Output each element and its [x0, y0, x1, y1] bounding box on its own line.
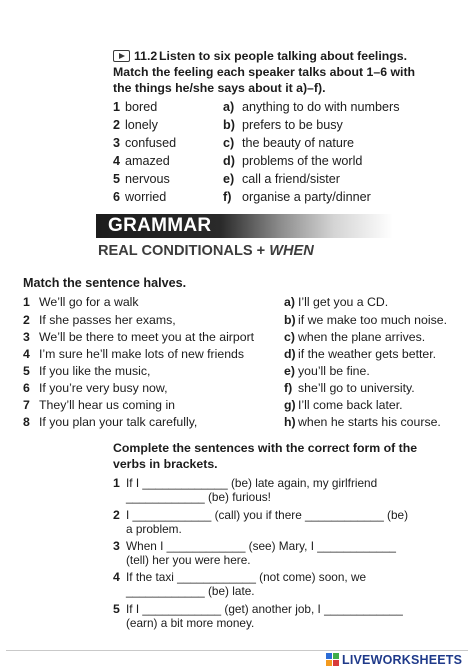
- exercise-item-text-continued: (earn) a bit more money.: [126, 616, 255, 630]
- sentence-first-half: If you’re very busy now,: [39, 381, 168, 395]
- sentence-ending-letter: c): [284, 330, 295, 344]
- sentence-number: 8: [23, 415, 30, 429]
- audio-play-icon[interactable]: [113, 50, 130, 62]
- sentence-first-half: If she passes her exams,: [39, 313, 176, 327]
- exercise-item-text: If the taxi ____________ (not come) soon, we: [126, 570, 367, 584]
- feeling-option-letter: a): [223, 100, 235, 114]
- feeling-option-letter: c): [223, 136, 235, 150]
- grammar-subheading-main: REAL CONDITIONALS +: [98, 243, 270, 259]
- exercise-item-text: When I ____________ (see) Mary, I ____________: [126, 539, 396, 553]
- feeling-option-text: prefers to be busy: [242, 118, 343, 132]
- sentence-number: 3: [23, 330, 30, 344]
- exercise-item-number: 3: [113, 539, 120, 553]
- sentence-number: 6: [23, 381, 30, 395]
- sentence-first-half: They’ll hear us coming in: [39, 398, 176, 412]
- liveworksheets-brand[interactable]: LIVEWORKSHEETS: [342, 653, 463, 667]
- exercise-item-text-continued: a problem.: [126, 522, 182, 536]
- logo-square-red: [333, 660, 339, 666]
- feeling-word: nervous: [125, 172, 170, 186]
- sentence-second-half: when the plane arrives.: [298, 330, 426, 344]
- listening-instruction-line1: Listen to six people talking about feelings.: [159, 49, 408, 63]
- feeling-option-text: call a friend/sister: [242, 172, 340, 186]
- feeling-number: 5: [113, 172, 121, 186]
- sentence-first-half: If you like the music,: [39, 364, 151, 378]
- feeling-option-letter: f): [223, 190, 232, 204]
- sentence-second-half: if we make too much noise.: [298, 313, 447, 327]
- sentence-number: 5: [23, 364, 30, 378]
- grammar-subheading-italic: WHEN: [269, 243, 314, 259]
- sentence-first-half: I’m sure he’ll make lots of new friends: [39, 347, 245, 361]
- sentence-number: 7: [23, 398, 30, 412]
- sentence-ending-letter: g): [284, 398, 296, 412]
- sentence-first-half: We’ll be there to meet you at the airport: [39, 330, 255, 344]
- feeling-word: confused: [125, 136, 177, 150]
- sentence-ending-letter: e): [284, 364, 295, 378]
- play-triangle-icon: [119, 53, 125, 59]
- feeling-number: 1: [113, 100, 121, 114]
- sentence-second-half: I’ll come back later.: [298, 398, 403, 412]
- grammar-heading: GRAMMAR: [108, 215, 212, 236]
- feeling-option-text: problems of the world: [242, 154, 363, 168]
- sentence-second-half: I’ll get you a CD.: [298, 295, 389, 309]
- sentence-number: 2: [23, 313, 30, 327]
- feeling-number: 6: [113, 190, 121, 204]
- audio-track-number: 11.2: [134, 49, 158, 63]
- feeling-word: bored: [125, 100, 158, 114]
- sentence-second-half: when he starts his course.: [298, 415, 441, 429]
- feeling-number: 3: [113, 136, 121, 150]
- sentence-first-half: If you plan your talk carefully,: [39, 415, 198, 429]
- sentence-number: 4: [23, 347, 30, 361]
- complete-instruction-line1: Complete the sentences with the correct form of the: [113, 441, 418, 455]
- listening-instruction-line3: the things he/she says about it a)–f).: [113, 81, 326, 95]
- liveworksheets-logo-icon: [326, 653, 339, 666]
- sentence-ending-letter: h): [284, 415, 296, 429]
- match-instruction: Match the sentence halves.: [23, 276, 187, 290]
- exercise-item-text-continued: ____________ (be) late.: [126, 584, 255, 598]
- feeling-option-letter: b): [223, 118, 235, 132]
- feeling-word: amazed: [125, 154, 170, 168]
- sentence-ending-letter: f): [284, 381, 293, 395]
- sentence-ending-letter: d): [284, 347, 296, 361]
- logo-square-blue: [326, 653, 332, 659]
- exercise-item-number: 4: [113, 570, 120, 584]
- grammar-subheading: [98, 243, 314, 259]
- sentence-second-half: if the weather gets better.: [298, 347, 437, 361]
- feeling-word: worried: [125, 190, 167, 204]
- exercise-item-text-continued: (tell) her you were here.: [126, 553, 251, 567]
- sentence-second-half: she’ll go to university.: [298, 381, 415, 395]
- exercise-item-text-continued: ____________ (be) furious!: [126, 490, 271, 504]
- feeling-option-text: organise a party/dinner: [242, 190, 371, 204]
- logo-square-green: [333, 653, 339, 659]
- complete-instruction-line2: verbs in brackets.: [113, 457, 218, 471]
- sentence-ending-letter: b): [284, 313, 296, 327]
- feeling-option-text: the beauty of nature: [242, 136, 355, 150]
- sentence-ending-letter: a): [284, 295, 295, 309]
- feeling-number: 2: [113, 118, 121, 132]
- exercise-item-number: 1: [113, 476, 120, 490]
- sentence-number: 1: [23, 295, 30, 309]
- sentence-first-half: We’ll go for a walk: [39, 295, 139, 309]
- footer-divider: [6, 650, 468, 651]
- feeling-option-letter: d): [223, 154, 235, 168]
- sentence-second-half: you’ll be fine.: [298, 364, 370, 378]
- exercise-item-text: I ____________ (call) you if there ____________ (be): [126, 508, 409, 522]
- exercise-item-text: If I _____________ (be) late again, my girlfriend: [126, 476, 378, 490]
- exercise-item-text: If I ____________ (get) another job, I ____________: [126, 602, 403, 616]
- feeling-option-text: anything to do with numbers: [242, 100, 400, 114]
- feeling-option-letter: e): [223, 172, 235, 186]
- exercise-item-number: 2: [113, 508, 120, 522]
- listening-instruction-line2: Match the feeling each speaker talks about 1–6 with: [113, 65, 416, 79]
- feeling-word: lonely: [125, 118, 158, 132]
- feeling-number: 4: [113, 154, 121, 168]
- logo-square-orange: [326, 660, 332, 666]
- exercise-item-number: 5: [113, 602, 120, 616]
